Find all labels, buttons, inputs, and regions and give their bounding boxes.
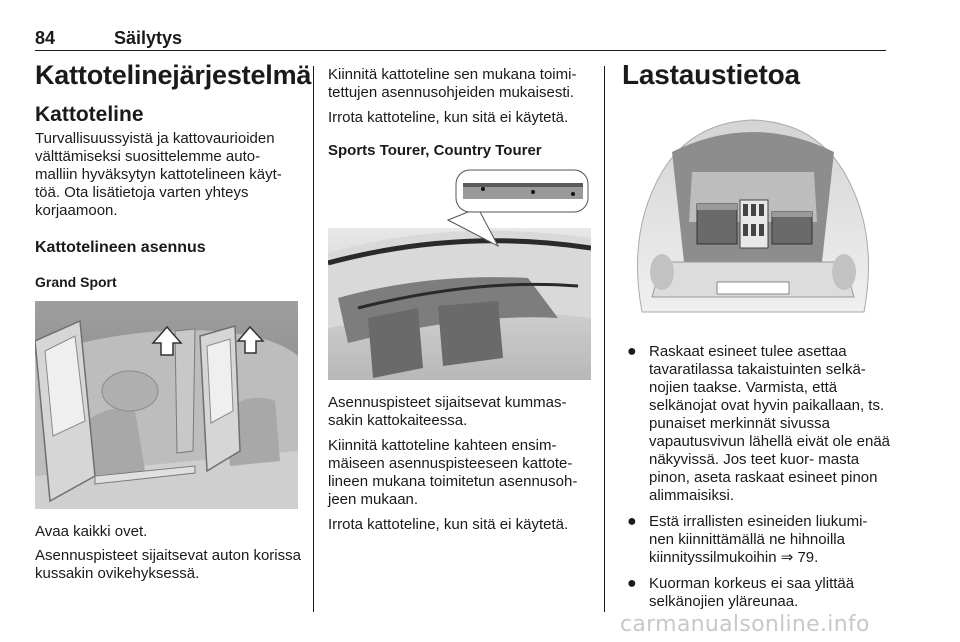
list-item-text: Kuorman korkeus ei saa ylittää selkänojien yläreunaa.: [649, 575, 855, 610]
sports-tourer-roof-illustration: [328, 168, 591, 380]
cargo-loading-illustration: [622, 112, 884, 324]
install-heading: Kattotelineen asennus: [35, 239, 206, 256]
list-item: [622, 513, 890, 567]
list-item: [622, 343, 890, 505]
loading-title: Lastaustietoa: [622, 59, 800, 90]
list-item-text: Raskaat esineet tulee asettaa tavaratilassa takaistuinten selkä- nojien taakse. Varmista, että selkänojat ovat hyvin paikallaan, ts. punaiset merkinnät sivussa vapautusvivun lähellä eivät ole enää näkyvissä. Jos teet kuor- masta pinon, aseta raskaat esineet pinon alimmaisiksi.: [649, 343, 891, 504]
right-column: [622, 60, 884, 90]
bullet-icon: ●: [627, 343, 637, 360]
mount-points-rail-text: Asennuspisteet sijaitsevat kummas- sakin kattokaiteessa.: [328, 394, 567, 429]
intro-paragraph: Turvallisuussyistä ja kattovaurioiden välttämiseksi suosittelemme auto- malliin hyväksytyn kattotelineen käyt- töä. Ota lisätietoja varten yhteys korjaamoon.: [35, 130, 282, 219]
attach-first-points-text: Kiinnitä kattoteline kahteen ensim- mäiseen asennuspisteeseen kattote- lineen mukana toimitetun asennusoh- jeen mukaan.: [328, 437, 578, 508]
column-divider-right: [604, 66, 605, 612]
grand-sport-doors-illustration: [35, 301, 298, 509]
remove-instructions-1: Irrota kattoteline, kun sitä ei käytetä.: [328, 109, 569, 126]
page-number: 84: [35, 28, 56, 48]
bullet-icon: ●: [627, 575, 637, 592]
page-header: [35, 28, 886, 51]
loading-tips-list: [622, 343, 890, 611]
bullet-icon: ●: [627, 513, 637, 530]
mount-points-text: Asennuspisteet sijaitsevat auton korissa kussakin ovikehyksessä.: [35, 547, 301, 582]
remove-instructions-2: Irrota kattoteline, kun sitä ei käytetä.: [328, 516, 569, 533]
section-title: Säilytys: [114, 28, 183, 48]
open-doors-text: Avaa kaikki ovet.: [35, 523, 148, 540]
middle-column: [328, 66, 593, 161]
column-divider-left: [313, 66, 314, 612]
left-column-lower: [35, 523, 301, 583]
attach-instructions: Kiinnitä kattoteline sen mukana toimi- tettujen asennusohjeiden mukaisesti.: [328, 66, 577, 101]
list-item-text: Estä irrallisten esineiden liukumi- nen kiinnittämällä ne hihnoilla kiinnityssilmukoihin ⇒ 79.: [649, 513, 868, 566]
middle-column-lower: [328, 394, 593, 534]
chapter-title: Kattotelinejärjestelmä: [35, 60, 312, 90]
watermark-text: carmanualsonline.info: [620, 612, 870, 637]
left-column: [35, 60, 312, 291]
sports-tourer-heading: Sports Tourer, Country Tourer: [328, 142, 542, 159]
right-column-lower: [622, 343, 890, 619]
grand-sport-heading: Grand Sport: [35, 274, 117, 290]
subsection-title: Kattoteline: [35, 103, 144, 126]
list-item: [622, 575, 890, 611]
